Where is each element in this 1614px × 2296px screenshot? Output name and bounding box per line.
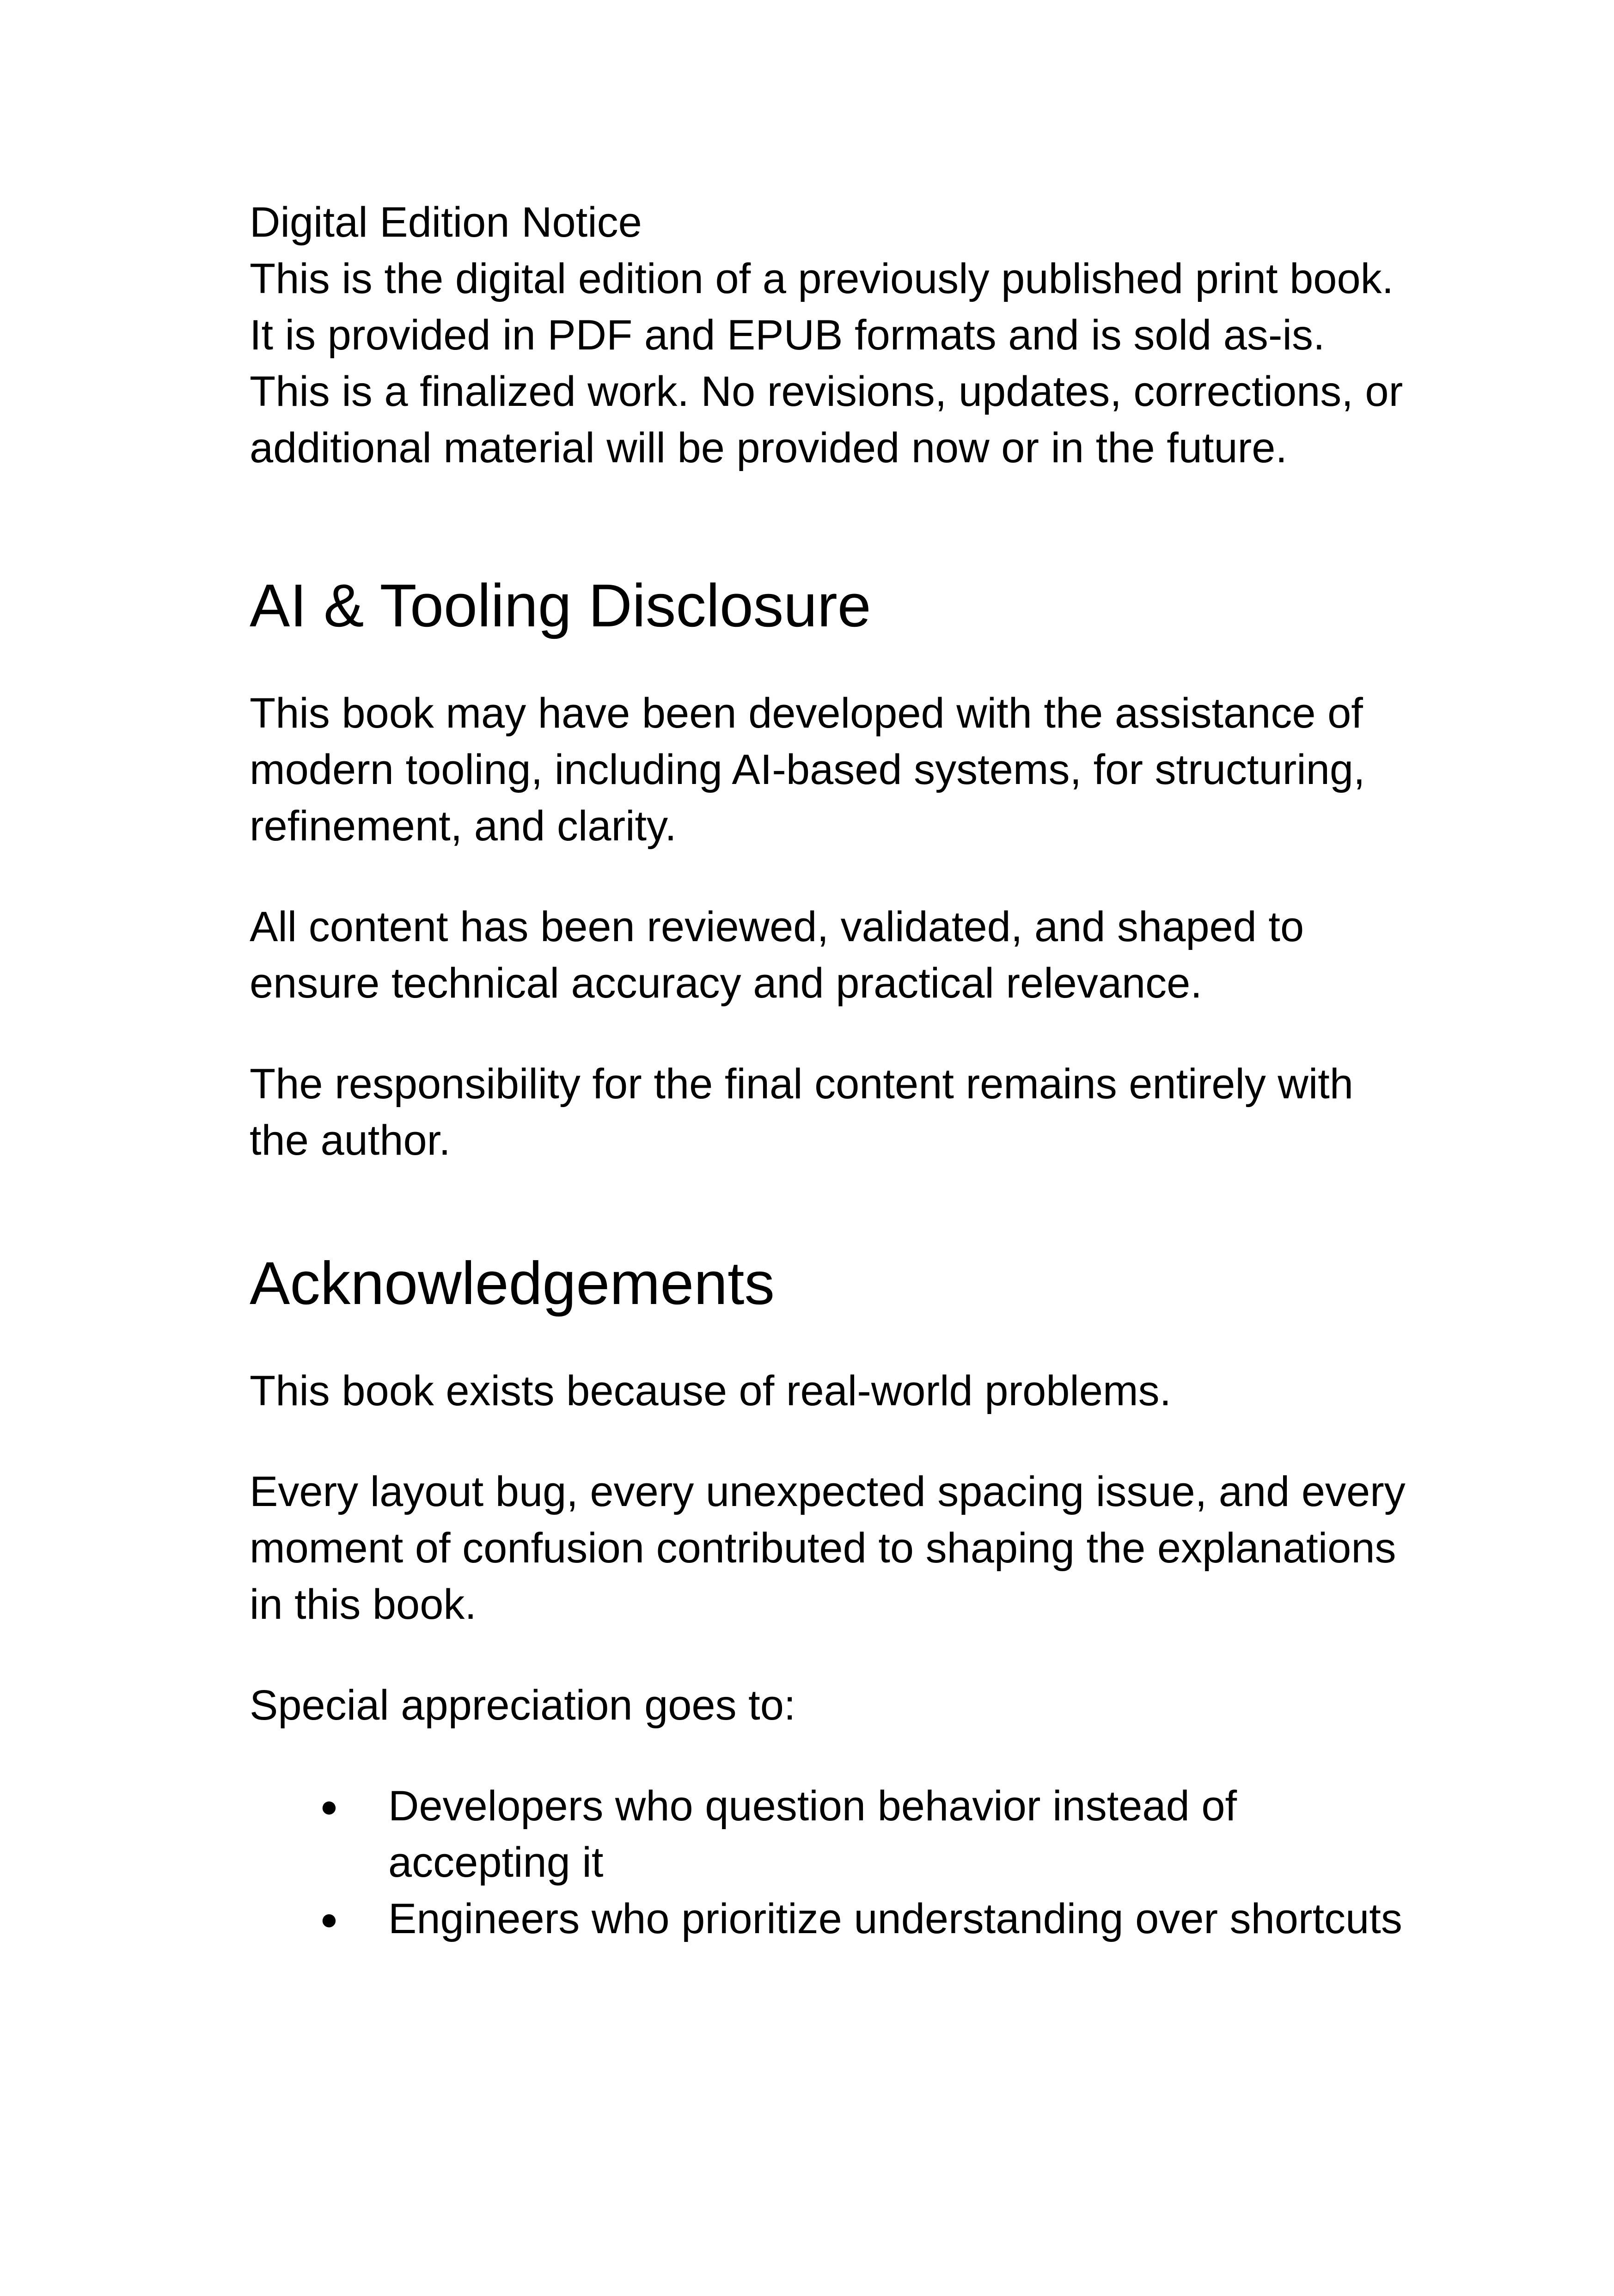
notice-line: It is provided in PDF and EPUB formats and is sold as-is. [250,312,1325,359]
ai-disclosure-heading: AI & Tooling Disclosure [250,571,871,639]
paragraph-line: in this book. [250,1581,477,1628]
ai-paragraph [250,1056,1433,1169]
paragraph-line: All content has been reviewed, validated, and shaped to [250,903,1304,950]
paragraph-line: the author. [250,1117,451,1164]
ai-paragraph [250,685,1433,854]
list-item [250,1778,1433,1891]
bullet-icon: ● [320,1789,338,1823]
paragraph-line: The responsibility for the final content remains entirely with [250,1060,1354,1108]
paragraph-line: Every layout bug, every unexpected spacing issue, and every [250,1468,1406,1515]
paragraph-line: This book may have been developed with the assistance of [250,690,1363,737]
acknowledgements-heading: Acknowledgements [250,1249,775,1317]
notice-line: This is the digital edition of a previously published print book. [250,255,1394,302]
notice-line: This is a finalized work. No revisions, updates, corrections, or [250,368,1403,415]
digital-edition-notice [250,194,1433,476]
paragraph-line: moment of confusion contributed to shaping the explanations [250,1525,1396,1572]
list-item-line: Developers who question behavior instead of [388,1782,1237,1830]
ack-paragraph [250,1463,1433,1633]
paragraph-line: ensure technical accuracy and practical relevance. [250,960,1202,1007]
document-page [250,194,1433,1947]
ack-paragraph [250,1363,1433,1419]
ai-paragraph [250,899,1433,1011]
paragraph-line: refinement, and clarity. [250,802,677,850]
paragraph-line: This book exists because of real-world problems. [250,1367,1172,1414]
list-item-line: Engineers who prioritize understanding over shortcuts [388,1895,1402,1942]
list-item [250,1891,1433,1947]
notice-line: additional material will be provided now or in the future. [250,424,1288,471]
ack-paragraph [250,1677,1433,1733]
appreciation-list [250,1778,1433,1947]
notice-title: Digital Edition Notice [250,199,642,246]
paragraph-line: Special appreciation goes to: [250,1682,796,1729]
bullet-icon: ● [320,1902,338,1936]
list-item-line: accepting it [388,1839,604,1886]
paragraph-line: modern tooling, including AI-based systems, for structuring, [250,746,1365,793]
